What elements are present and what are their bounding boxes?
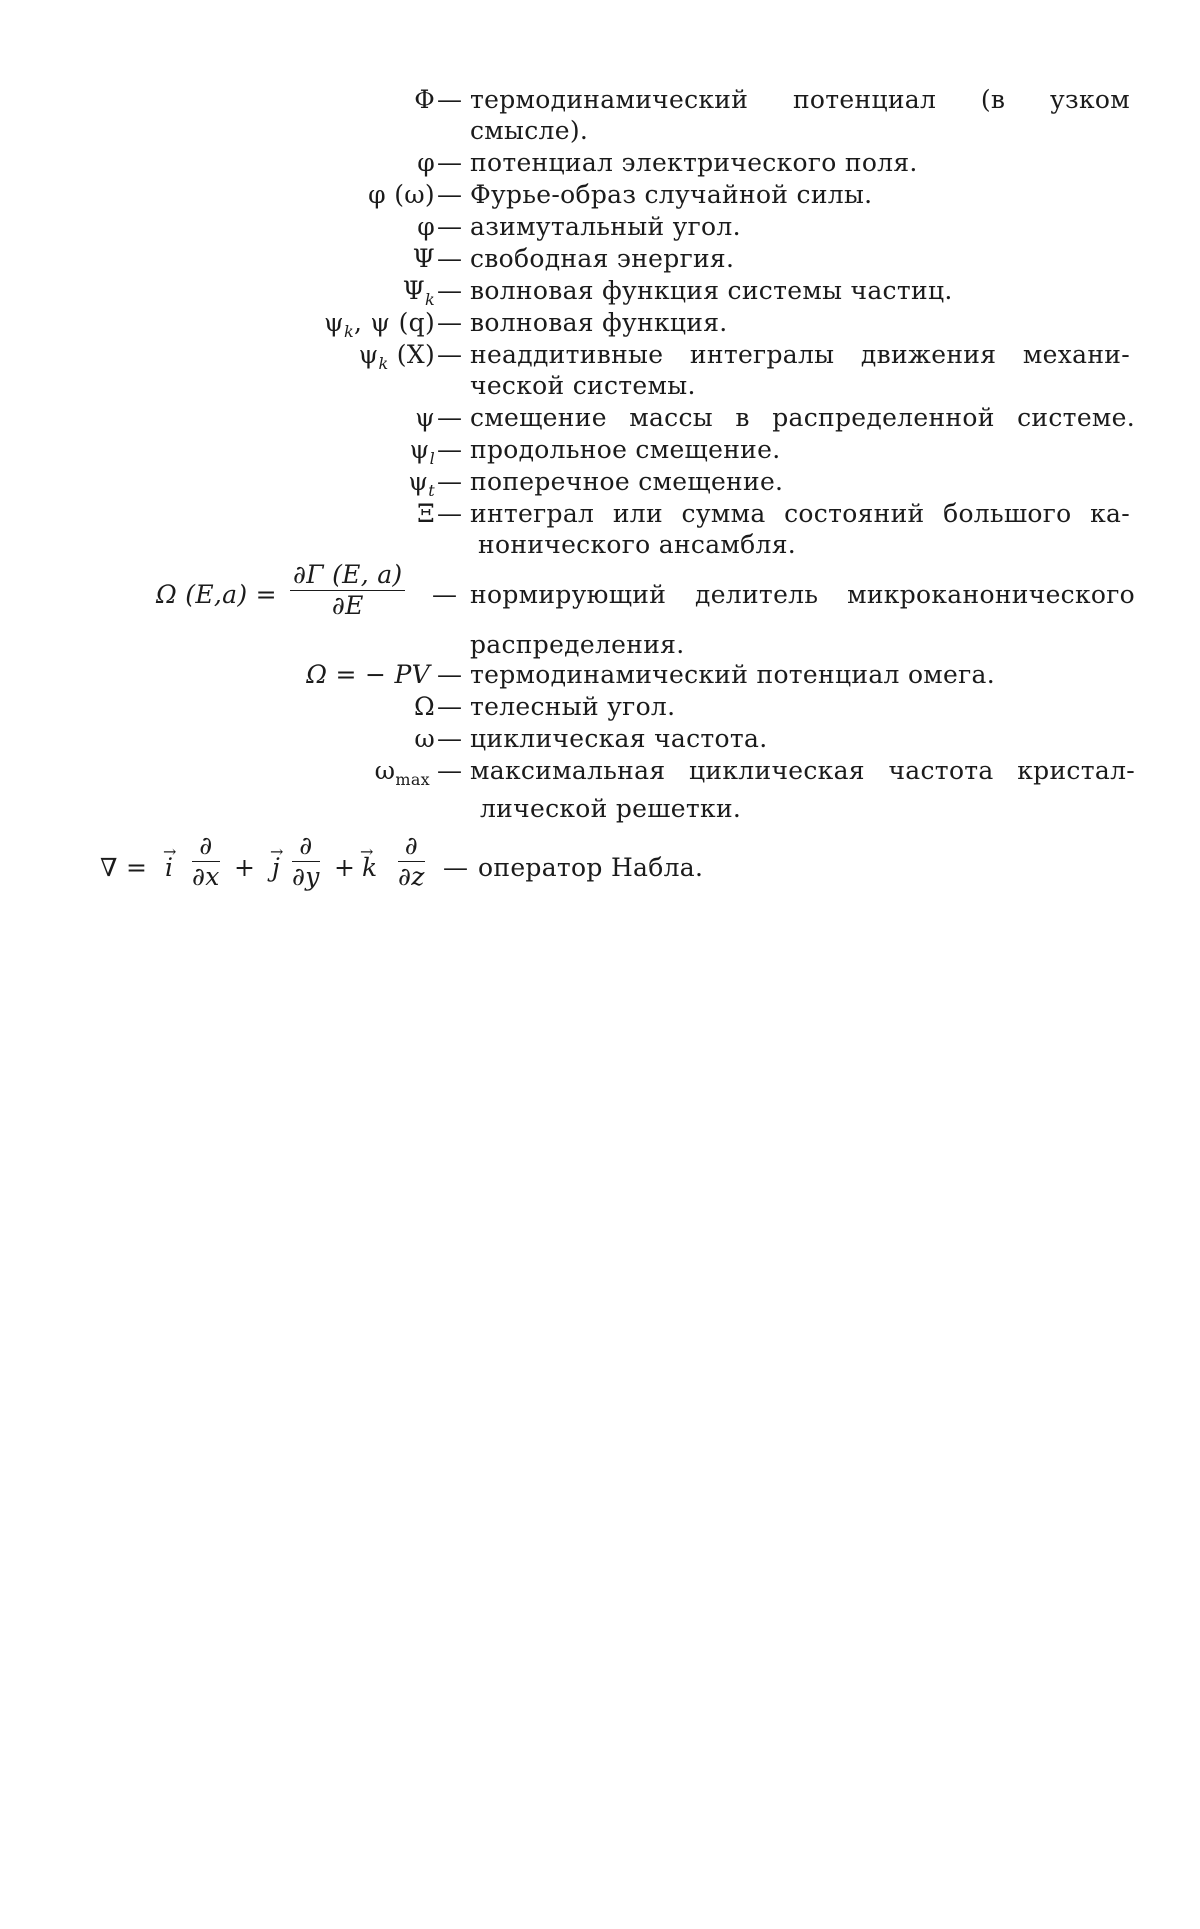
entry-description: термодинамический потенциал (в узком — [470, 85, 1130, 114]
vector-i: → i — [165, 853, 173, 883]
entry-description: Фурье-образ случайной силы. — [470, 180, 873, 209]
vector-k: → k — [362, 853, 377, 883]
partial-dx: ∂x — [192, 862, 220, 891]
entry-description: потенциал электрического поля. — [470, 148, 918, 177]
entry-symbol: φ — [417, 148, 435, 177]
partial-numerator: ∂ — [192, 831, 220, 862]
entry-continuation: лической решетки. — [480, 794, 742, 823]
plus-sign: + — [334, 853, 356, 882]
entry-symbol: $\Psi_k$ — [402, 276, 435, 309]
omega-denominator: ∂E — [331, 591, 364, 620]
entry-symbol: $\omega_{max}$ — [374, 756, 430, 789]
entry-description: неаддитивные интегралы движения механи- — [470, 340, 1130, 369]
entry-description: максимальная циклическая частота кристал- — [470, 756, 1135, 785]
partial-dy: ∂y — [292, 862, 320, 891]
entry-symbol: $\psi_l$ — [409, 435, 435, 468]
entry-symbol: $\psi_k$, ψ (q) — [324, 308, 435, 341]
entry-omega-formula — [0, 560, 1200, 660]
omega-numerator: ∂Γ (E, a) — [290, 560, 405, 591]
vector-j: → j — [272, 853, 280, 883]
entry-dash: — — [437, 276, 463, 305]
partial-numerator: ∂ — [292, 831, 320, 862]
entry-symbol: Ω = − PV — [306, 660, 430, 689]
entry-description: смещение массы в распределенной системе. — [470, 403, 1135, 432]
nabla-lhs: ∇ = — [100, 853, 148, 882]
entry-description: поперечное смещение. — [470, 467, 784, 496]
entry-description: телесный угол. — [470, 692, 676, 721]
entry-continuation: нонического ансамбля. — [478, 530, 797, 559]
fraction-dy — [292, 831, 320, 892]
entry-dash: — — [437, 148, 463, 177]
entry-description: термодинамический потенциал омега. — [470, 660, 995, 689]
fraction-dz — [398, 831, 425, 892]
entry-dash: — — [437, 212, 463, 241]
entry-symbol: $\psi_t$ — [408, 467, 435, 500]
entry-dash: — — [437, 756, 463, 785]
entry-continuation: ческой системы. — [470, 371, 696, 400]
entry-description: свободная энергия. — [470, 244, 735, 273]
entry-symbol: Φ — [414, 85, 435, 114]
plus-sign: + — [234, 853, 256, 882]
omega-lhs: Ω (E,a) = — [156, 580, 277, 609]
entry-dash: — — [437, 85, 463, 114]
entry-description: оператор Набла. — [478, 853, 704, 882]
entry-symbol: Ω — [413, 692, 435, 721]
entry-symbol: Ξ — [417, 499, 435, 528]
entry-symbol: Ψ — [412, 244, 435, 273]
entry-dash: — — [437, 340, 463, 369]
entry-description: волновая функция системы частиц. — [470, 276, 953, 305]
entry-dash: — — [437, 244, 463, 273]
omega-fraction — [290, 560, 405, 621]
entry-description: циклическая частота. — [470, 724, 768, 753]
entry-continuation: смысле). — [470, 116, 589, 145]
entry-dash: — — [437, 403, 463, 432]
entry-dash: — — [443, 853, 469, 882]
entry-symbol: φ — [417, 212, 435, 241]
entry-dash: — — [437, 435, 463, 464]
entry-dash: — — [437, 499, 463, 528]
entry-dash: — — [437, 180, 463, 209]
entry-continuation: распределения. — [470, 630, 685, 659]
fraction-dx — [192, 831, 220, 892]
entry-symbol: ψ — [415, 403, 435, 432]
entry-symbol: $\psi_k$ (X) — [358, 340, 435, 373]
entry-description: продольное смещение. — [470, 435, 781, 464]
partial-dz: ∂z — [398, 862, 425, 891]
entry-dash: — — [437, 724, 463, 753]
entry-description: азимутальный угол. — [470, 212, 741, 241]
entry-description: интеграл или сумма состояний большого ка- — [470, 499, 1130, 528]
entry-nabla — [0, 831, 1200, 915]
entry-symbol: φ (ω) — [368, 180, 435, 209]
entry-description: нормирующий делитель микроканонического — [470, 580, 1135, 609]
entry-description: волновая функция. — [470, 308, 728, 337]
entry-dash: — — [432, 580, 458, 609]
entry-dash: — — [437, 467, 463, 496]
entry-dash: — — [437, 660, 463, 689]
entry-symbol: ω — [414, 724, 435, 753]
entry-dash: — — [437, 308, 463, 337]
entry-dash: — — [437, 692, 463, 721]
partial-numerator: ∂ — [398, 831, 425, 862]
